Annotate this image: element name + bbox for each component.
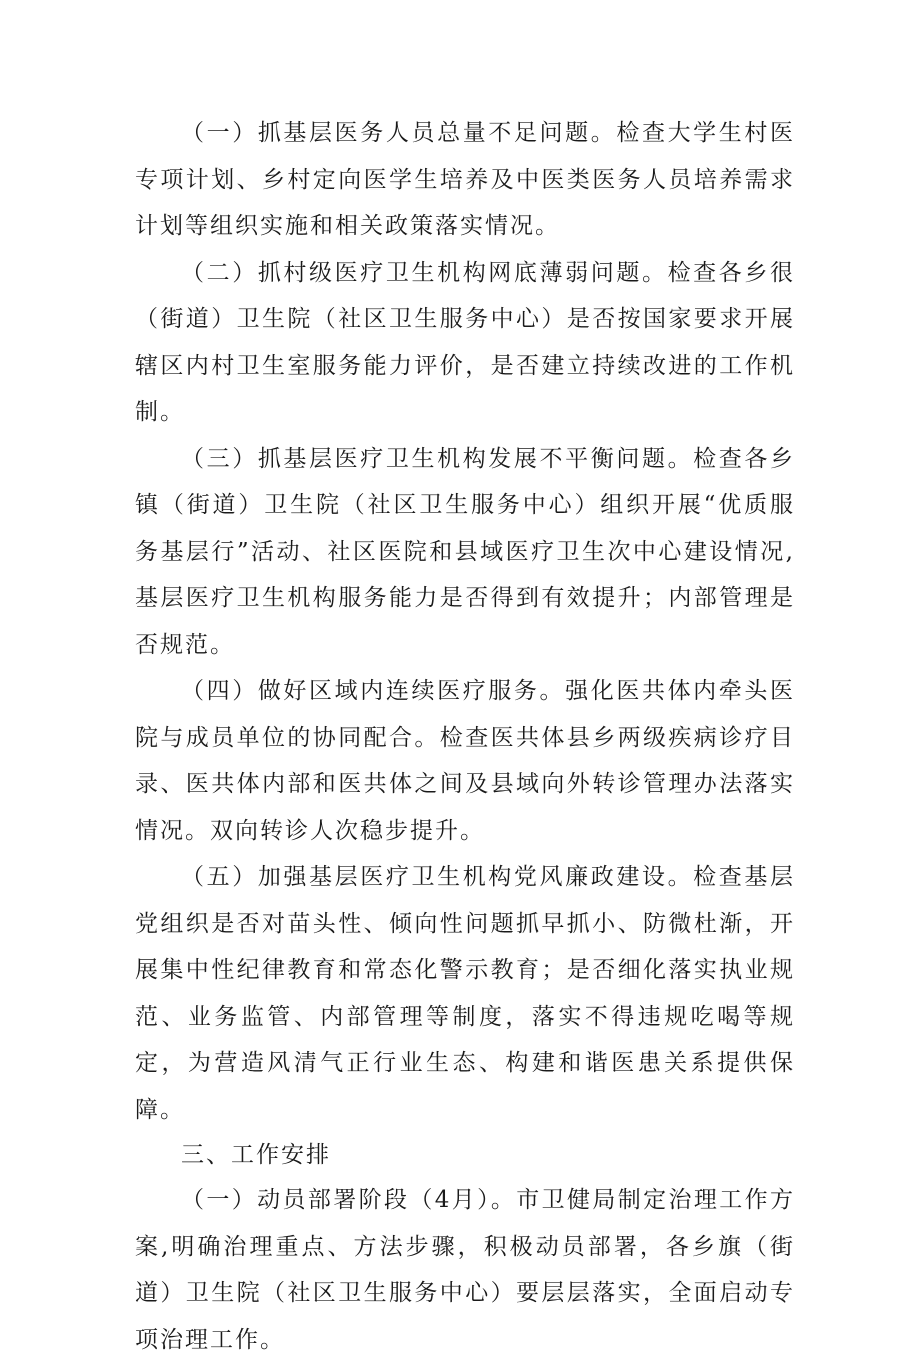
paragraph-6: （一）动员部署阶段（4月）。市卫健局制定治理工作方案,明确治理重点、方法步骤，积极动员部署，各乡旗（街道）卫生院（社区卫生服务中心）要层层落实，全面启动专项治理工作。 bbox=[135, 1187, 795, 1353]
paragraph-1: （一）抓基层医务人员总量不足问题。检查大学生村医专项计划、乡村定向医学生培养及中医类医务人员培养需求计划等组织实施和相关政策落实情况。 bbox=[135, 120, 795, 239]
paragraph-2: （二）抓村级医疗卫生机构网底薄弱问题。检查各乡很（街道）卫生院（社区卫生服务中心）是否按国家要求开展辖区内村卫生室服务能力评价，是否建立持续改进的工作机制。 bbox=[135, 259, 795, 425]
paragraph-3: （三）抓基层医疗卫生机构发展不平衡问题。检查各乡镇（街道）卫生院（社区卫生服务中心）组织开展“优质服务基层行”活动、社区医院和县域医疗卫生次中心建设情况,基层医疗卫生机构服务能力是否得到有效提升；内部管理是否规范。 bbox=[135, 445, 795, 658]
section-heading: 三、工作安排 bbox=[181, 1142, 331, 1168]
paragraph-5: （五）加强基层医疗卫生机构党风廉政建设。检查基层党组织是否对苗头性、倾向性问题抓早抓小、防微杜渐，开展集中性纪律教育和常态化警示教育；是否细化落实执业规范、业务监管、内部管理等制度，落实不得违规吃喝等规定，为营造风清气正行业生态、构建和谐医患关系提供保障。 bbox=[135, 864, 795, 1123]
document-body bbox=[135, 110, 795, 1363]
paragraph-4: （四）做好区域内连续医疗服务。强化医共体内牵头医院与成员单位的协同配合。检查医共体县乡两级疾病诊疗目录、医共体内部和医共体之间及县域向外转诊管理办法落实情况。双向转诊人次稳步提升。 bbox=[135, 678, 795, 844]
